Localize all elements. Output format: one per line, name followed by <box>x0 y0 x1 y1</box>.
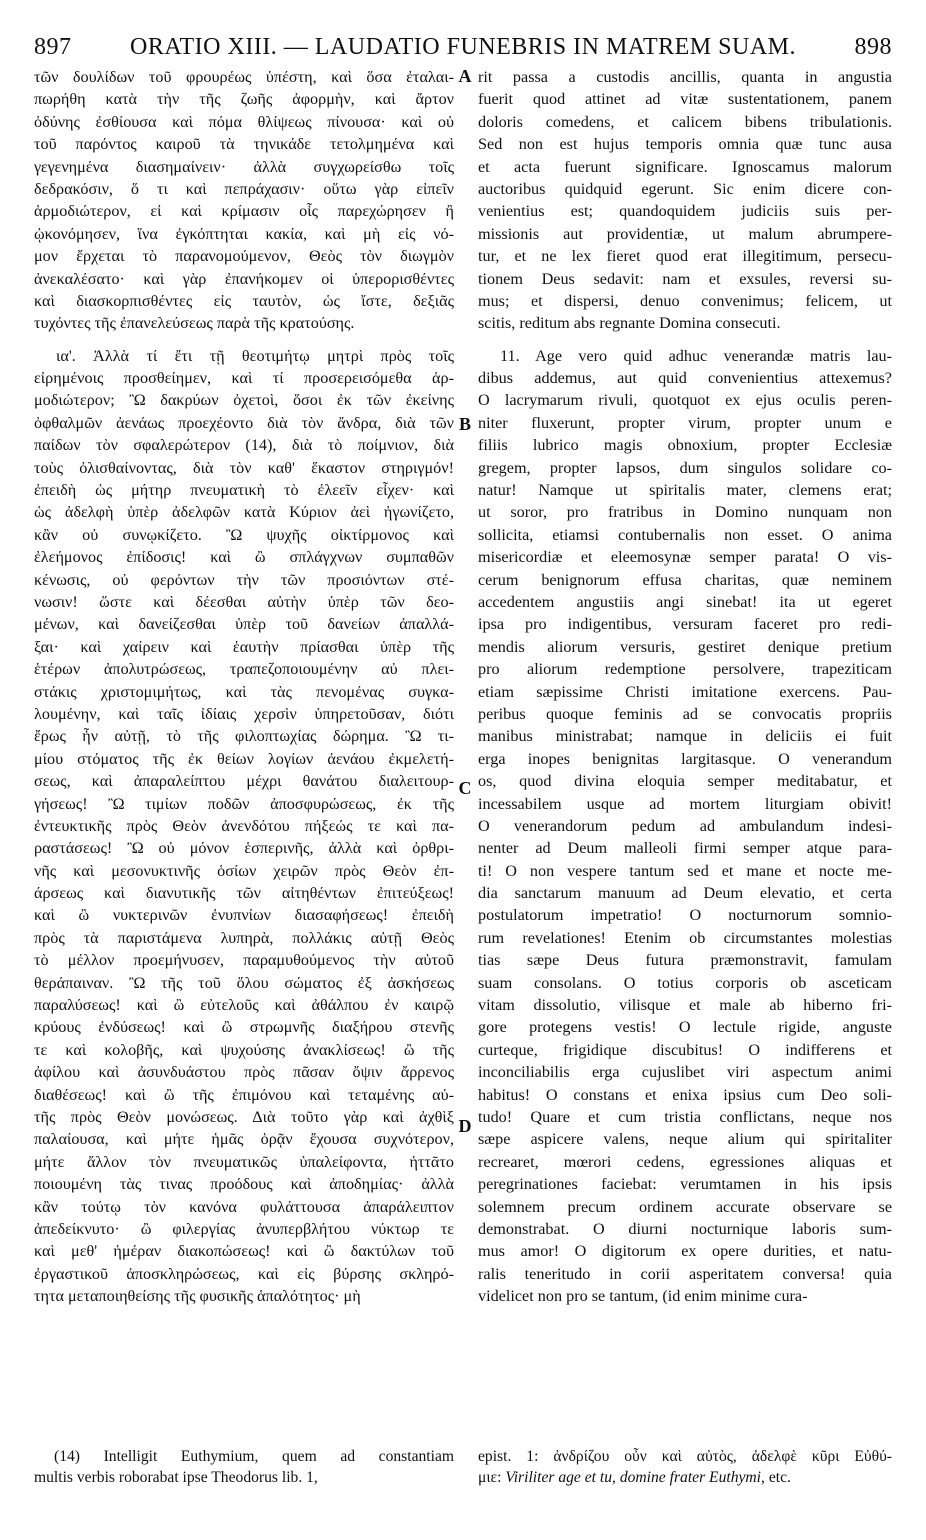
latin-text-line: os, quod divina eloquia semper meditabatur, et <box>478 772 892 791</box>
greek-text-line: ὀφθαλμῶν ἀενάως προεχέοντο διὰ τὸν ἄνδρα, διὰ τῶν <box>34 413 454 432</box>
latin-text-line: curteque, frigidique discubitus! O indifferens et <box>478 1040 892 1059</box>
greek-text-line: θεράπαιναν. Ὢ τῆς τοῦ ὅλου σώματος ἐξ ἀσκήσεως <box>34 973 454 992</box>
footnote-line: multis verbis roborabat ipse Theodorus lib. 1, <box>34 1469 318 1486</box>
greek-text-line: ξαι· καὶ χαίρειν καὶ ἑαυτὴν πρίασθαι ὑπὲρ τῆς <box>34 637 454 656</box>
page-number-right: 898 <box>854 34 892 60</box>
latin-text-line: niter fluxerunt, propter virum, propter unum e <box>478 413 892 432</box>
latin-text-line: ut soror, pro fratribus in Domino nunquam non <box>478 503 892 522</box>
greek-text-line: σεως, καὶ ἀπαραλείπτου μέχρι θανάτου διαλειτουρ- <box>34 772 454 791</box>
greek-text-line: ἐπειδὴ ὡς μήτηρ πνευματικὴ τὸ ἐλεεῖν εἶχεν· καὶ <box>34 481 454 500</box>
latin-text-line: et acta fuerunt significare. Ignoscamus malorum <box>478 157 892 176</box>
greek-text-line: ἀνεκαλέσατο· καὶ γὰρ ἐπανήκομεν οἱ ὑπερορισθέντες <box>34 269 454 288</box>
greek-text-line: τε καὶ κολοβῆς, καὶ ψυχούσης ἀνακλίσεως! ὢ τῆς <box>34 1040 454 1059</box>
greek-text-line: ραστάσεως! Ὢ οὐ μόνον ἑσπερινῆς, ἀλλὰ καὶ ὀρθρι- <box>34 839 454 858</box>
section-marker-c: C <box>458 778 472 798</box>
greek-text-line: διαθέσεως! καὶ ὢ τῆς ἐπιμόνου καὶ τεταμένης αὐ- <box>34 1085 454 1104</box>
greek-text-line: δεδρακόσιν, ὅ τι καὶ πεπράχασιν· οὕτω γὰρ εἰπεῖν <box>34 179 454 198</box>
latin-text-line: scitis, reditum abs regnante Domina consecuti. <box>478 314 781 333</box>
greek-text-line: καὶ διασκορπισθέντες εἰς ταυτὸν, ὡς ἴστε, δεξιᾶς <box>34 291 454 310</box>
greek-text-line: τὸ μέλλον προεμήνυσεν, παραμυθούμενος τὴν αὐτοῦ <box>34 951 454 970</box>
greek-text-line: γήσεως! Ὢ τιμίων ποδῶν ἀποσφυρώσεως, ἐκ τῆς <box>34 794 454 813</box>
latin-text-line: auctoribus quidquid egerunt. Sic enim dicere con- <box>478 179 892 198</box>
greek-text-line: νωσιν! ὥστε καὶ δέεσθαι αὐτὴν ὑπὲρ τῶν δεο- <box>34 592 454 611</box>
latin-text-line: tionem Deus sedavit: nam et exsules, reversi su- <box>478 269 892 288</box>
latin-text-line: ti! O non vespere tantum sed et mane et nocte me- <box>478 861 892 880</box>
greek-text-line: στάκις χριστομιμήτως, καὶ τὰς πενομένας συγκα- <box>34 682 454 701</box>
greek-text-line: πωρήθη κατὰ τὴν τῆς ζωῆς ἀφορμὴν, καὶ ἄρτον <box>34 90 454 109</box>
latin-text-line: O lacrymarum rivuli, quotquot ex ejus oculis peren- <box>478 391 892 410</box>
greek-text-line: κένωσις, οὐ φερόντων τὴν τῶν προσιόντων στέ- <box>34 570 454 589</box>
latin-text-line: solemnem precum ordinem accurate observare se <box>478 1197 892 1216</box>
latin-column <box>478 66 892 1307</box>
latin-text-line: manibus ministrabat; namque in deliciis ei fuit <box>478 727 892 746</box>
latin-text-line: misericordiæ et eleemosynæ semper parata! O vis- <box>478 548 892 567</box>
latin-text-line: recrearet, mœrori cedens, egressiones aliquas et <box>478 1152 892 1171</box>
footnote-line <box>478 1467 892 1488</box>
footnote-right <box>478 1446 892 1488</box>
greek-text-line: μήτε ἄλλον τὸν πνευματικῶς ὑπαλείφοντα, ἡττᾶτο <box>34 1152 454 1171</box>
latin-text-line: ralis teneritudo in corii asperitatem conversa! quia <box>478 1264 892 1283</box>
greek-text-line: καὶ ὢ νυκτερινῶν ἐνυπνίων διασαφήσεως! ἐπειδὴ <box>34 906 454 925</box>
latin-text-line: tias sæpe Deus futura præmonstravit, famulam <box>478 951 892 970</box>
greek-text-line: τυχόντες τῆς ἐπανελεύσεως παρὰ τῆς κρατούσης. <box>34 314 355 333</box>
section-marker-d: D <box>458 1116 472 1136</box>
greek-text-line: παλαίουσα, καὶ μήτε ἡμᾶς ὁρᾷν ἔχουσα συχνότερον, <box>34 1130 454 1149</box>
latin-text-line: habitus! O constans et enixa ipsius cum Deo soli- <box>478 1085 892 1104</box>
footnote-etc: , etc. <box>761 1469 791 1486</box>
greek-text-line: ᾠκονόμησεν, ἵνα ἐγκόπτηται κακία, καὶ μὴ εἰς νό- <box>34 224 454 243</box>
latin-text-line: sæpe aspicere valens, neque alium qui spiritaliter <box>478 1130 892 1149</box>
latin-text-line: doloris comedens, et calicem bibens tribulationis. <box>478 112 892 131</box>
greek-text-line: μοδιώτερον; Ὢ δακρύων ὀχετοὶ, ὅσοι ἐκ τῶν ἐκείνης <box>34 391 454 410</box>
latin-text-line: vitam dissolutio, vilisque et male ab hiberno fri- <box>478 996 892 1015</box>
greek-text-line: τητα μεταποιηθείσης τῆς φυσικῆς ἁπαλότητος· μὴ <box>34 1287 361 1306</box>
footnote-line: epist. 1: ἀνδρίζου οὖν καὶ αὐτὸς, ἀδελφὲ κῦρι Εὐθύ- <box>478 1448 892 1465</box>
latin-text-line: dia sanctarum manuum ad Deum elevatio, et certa <box>478 884 892 903</box>
latin-text-line: mus; et dispersi, denuo convenimus; felicem, ut <box>478 291 892 310</box>
latin-text-line: 11. Age vero quid adhuc venerandæ matris lau- <box>500 346 892 365</box>
latin-text-line: cerum benignorum effusa charitas, quæ neminem <box>478 570 892 589</box>
greek-text-line: ἐλεήμονος ἐπίδοσις! καὶ ὢ σπλάγχνων συμπαθῶν <box>34 548 454 567</box>
greek-text-line: ποιουμένη τὰς τινας προόδους καὶ ἀποδημίας· ἀλλὰ <box>34 1175 454 1194</box>
latin-text-line: peregrinationes faciebat: verumtamen in his ipsis <box>478 1175 892 1194</box>
greek-text-line: άρσεως καὶ διανυτικῆς τῶν αἰτηθέντων ἐπιτεύξεως! <box>34 884 454 903</box>
footnote-greek: μιε: <box>478 1469 506 1486</box>
section-marker-b: B <box>458 414 471 434</box>
latin-text-line: gore protegens vestis! O lectule rigide, anguste <box>478 1018 892 1037</box>
greek-column <box>34 66 454 1307</box>
latin-text-line: sollicita, etiamsi contubernalis non esset. O anima <box>478 525 892 544</box>
paragraph-gap <box>478 335 892 345</box>
page-number-left: 897 <box>34 34 72 60</box>
page-header <box>34 34 892 64</box>
latin-text-line: videlicet non pro se tantum, (id enim minime cura- <box>478 1287 808 1306</box>
latin-text-line: mus amor! O digitorum ex opere durities, et natu- <box>478 1242 892 1261</box>
latin-text-line: accedentem angustiis angi sinebat! ita ut egeret <box>478 592 892 611</box>
latin-text-line: Sed non est hujus temporis omnia quæ tunc ausa <box>478 135 892 154</box>
greek-text-line: μίου στόματος τῆς ἐκ θείων λογίων ἀενάου ἐκμελετή- <box>34 749 454 768</box>
greek-text-line: κρύους ἐνδύσεως! καὶ ὢ στρωμνῆς διαξήρου στενῆς <box>34 1018 454 1037</box>
greek-text-line: ἀπεδείκνυτο· ὢ φιλεργίας ἀνυπερβλήτου νύκτωρ τε <box>34 1219 454 1238</box>
footnote-latin-italic: Viriliter age et tu, domine frater Euthymi <box>505 1469 762 1486</box>
latin-text-line: demonstrabat. O diurni nocturnique laboris sum- <box>478 1219 892 1238</box>
running-title: ORATIO XIII. — LAUDATIO FUNEBRIS IN MATREM SUAM. <box>130 34 796 60</box>
latin-text-line: tudo! Quare et cum tristia conflictans, neque nos <box>478 1107 892 1126</box>
latin-text-line: natur! Namque ut spiritalis mater, clemens erat; <box>478 481 892 500</box>
greek-text-line: παίδων τὸν σφαλερώτερον (14), διὰ τὸ ποίμνιον, διὰ <box>34 436 454 455</box>
latin-text-line: rum revelationes! Etenim ob circumstantes molestias <box>478 928 892 947</box>
latin-text-line: ipsa pro indigentibus, versuram faceret pro redi- <box>478 615 892 634</box>
footnote-left <box>34 1446 454 1488</box>
greek-text-line: μον ἔρχεται τὸ παρανομούμενον, Θεὸς τὸν διωγμὸν <box>34 247 454 266</box>
greek-text-line: ἀφίλου καὶ ἀσυνδυάστου πρὸς πᾶσαν ὄψιν ἄρρενος <box>34 1063 454 1082</box>
latin-text-line: peribus quoque feminis ad se convocatis propriis <box>478 704 892 723</box>
greek-text-line: τῶν δουλίδων τοῦ φρουρέως ὑπέστη, καὶ ὅσα ἐταλαι- <box>34 68 454 86</box>
greek-text-line: κἂν οὐ συνῳκίζετο. Ὢ ψυχῆς οἰκτίρμονος καὶ <box>34 525 454 544</box>
latin-text-line: etiam sæpissime Christi imitatione exercens. Pau- <box>478 682 892 701</box>
greek-text-line: ἐργαστικοῦ ἀποσκληρώσεως, καὶ εἰς βύρσης σκληρό- <box>34 1264 454 1283</box>
greek-text-line: λουμένην, καὶ ταῖς ἰδίαις χερσὶν ὑπηρετοῦσαν, διότι <box>34 704 454 723</box>
latin-text-line: dibus addemus, aut quid convenientius attexemus? <box>478 369 892 388</box>
latin-text-line: suam consolans. O totius corporis ob asceticam <box>478 973 892 992</box>
greek-text-line: ἑτέρων ἀπολυτρώσεως, τραπεζοποιουμένην αὐ πλει- <box>34 660 454 679</box>
greek-text-line: ἁρμοδιώτερον, εἰ καὶ κρίμασιν οἷς παρεχώρησεν ἢ <box>34 202 454 221</box>
greek-text-line: ἐντευκτικῆς πρὸς Θεὸν ἀνενδότου πήξεώς τε καὶ πα- <box>34 816 454 835</box>
greek-text-line: εἰρημένοις προσθείημεν, καὶ τί προσερεισόμεθα ἁρ- <box>34 369 454 388</box>
greek-text-line: πρὸς τὰ παριστάμενα λυπηρὰ, πολλάκις αὐτῇ Θεὸς <box>34 928 454 947</box>
latin-text-line: erga inopes benignitas largitasque. O venerandum <box>478 749 892 768</box>
latin-text-line: filiis lubrico magis obnoxium, propter Ecclesiæ <box>478 436 892 455</box>
latin-text-line: venientius est; quandoquidem judiciis suis per- <box>478 202 892 221</box>
greek-text-line: ὡς ἀδελφὴ ὑπὲρ ἀδελφῶν κατὰ Κύριον ἀεὶ ἠγωνίζετο, <box>34 503 454 522</box>
latin-text-line: inconciliabilis erga cujuslibet viri aspectum animi <box>478 1063 892 1082</box>
greek-text-line: καὶ μεθ' ἡμέραν διακοπώσεως! καὶ ὢ δακτύλων τοῦ <box>34 1242 454 1261</box>
greek-text-line: γεγενημένα διασημαίνειν· ἀλλὰ συγχωρείσθω τοῖς <box>34 157 454 176</box>
latin-text-line: nenter ad Deum malleoli firmi semper atque para- <box>478 839 892 858</box>
latin-text-line: gregem, propter lapsos, dum singulos solidare co- <box>478 458 892 477</box>
greek-text-line: τῆς πρὸς Θεὸν μονώσεως. Διὰ τοῦτο γὰρ καὶ ἀχθὶξ <box>34 1107 454 1126</box>
footnote-line: (14) Intelligit Euthymium, quem ad constantiam <box>54 1448 454 1465</box>
greek-text-line: παραλύσεως! καὶ ὢ εὐτελοῦς καὶ ἀθάλπου ἐν καιρῷ <box>34 996 454 1015</box>
greek-text-line: τοὺς ὀλισθαίνοντας, διὰ τὸν καθ' ἕκαστον στηριγμόν! <box>34 458 454 477</box>
latin-text-line: pro aliorum redemptione persolvere, trapeziticam <box>478 660 892 679</box>
paragraph-gap <box>34 335 454 345</box>
greek-text-line: ὀδύνης ἐσθίουσα καὶ πόμα θλίψεως πίνουσα· καὶ οὐ <box>34 112 454 131</box>
latin-text-line: rit passa a custodis ancillis, quanta in angustia <box>478 68 892 86</box>
greek-text-line: κἂν τούτῳ τὸν κανόνα φυλάττουσα ἀπαράλειπτον <box>34 1197 454 1216</box>
latin-text-line: postulatorum impetratio! O nocturnorum somnio- <box>478 906 892 925</box>
latin-text-line: fuerit quod attinet ad vitæ sustentationem, panem <box>478 90 892 109</box>
greek-text-line: μένων, καὶ δανείζεσθαι ὑπὲρ τοῦ δανείων ἀπαλλά- <box>34 615 454 634</box>
greek-text-line: νῆς καὶ μεσονυκτινῆς ὁσίων χειρῶν πρὸς Θεὸν ἐπ- <box>34 861 454 880</box>
latin-text-line: mendis aliorum versuris, gestiret denique pretium <box>478 637 892 656</box>
latin-text-line: missionis aut providentiæ, ut malum abrumpere- <box>478 224 892 243</box>
latin-text-line: O venerandorum pedum ad ambulandum indesi- <box>478 816 892 835</box>
greek-text-line: ια'. Ἀλλὰ τί ἔτι τῇ θεοτιμήτῳ μητρὶ πρὸς τοῖς <box>56 346 454 365</box>
greek-text-line: ἔρως ἦν αὐτῇ, τὸ τῆς φιλοπτωχίας δώρημα. Ὢ τι- <box>34 727 454 746</box>
latin-text-line: tur, et ne lex fieret quod erat illegitimum, persecu- <box>478 247 892 266</box>
greek-text-line: τοῦ παρόντος καιροῦ τὰ τηνικάδε τετολμημένα καὶ <box>34 135 454 154</box>
section-marker-a: A <box>458 66 472 86</box>
latin-text-line: incessabilem usque ad mortem liturgiam obivit! <box>478 794 892 813</box>
